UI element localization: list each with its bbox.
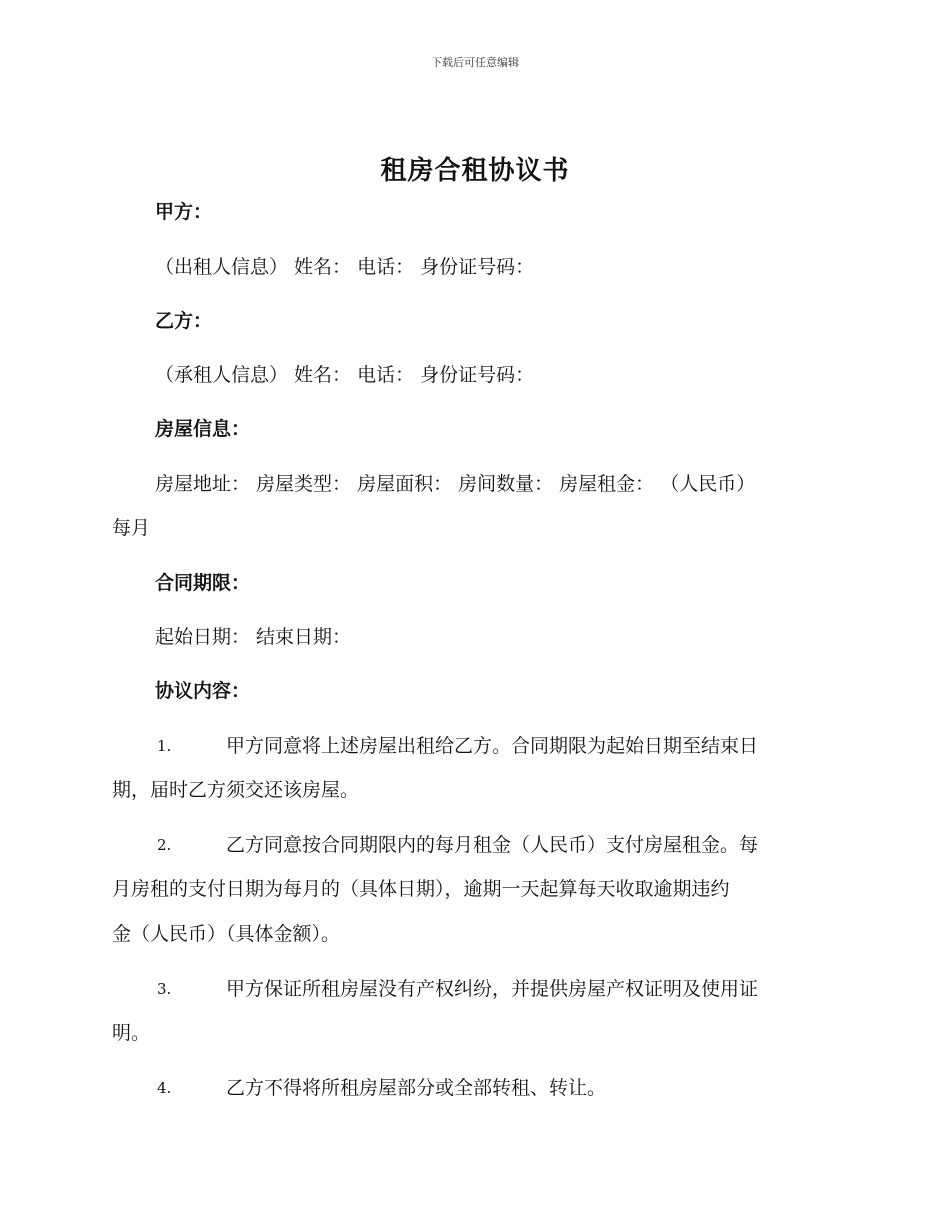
clause-number: 3.: [157, 980, 172, 998]
house-heading: 房屋信息：: [155, 418, 251, 440]
clause-number: 4.: [157, 1079, 172, 1097]
agreement-heading: 协议内容：: [155, 680, 251, 702]
clause-1-line1: 甲方同意将上述房屋出租给乙方。合同期限为起始日期至结束日: [226, 735, 759, 757]
party-b-info: （承租人信息） 姓名： 电话： 身份证号码：: [155, 364, 535, 386]
clause-4-line1: 乙方不得将所租房屋部分或全部转租、转让。: [226, 1077, 607, 1099]
clause-2-line1: 乙方同意按合同期限内的每月租金（人民币）支付房屋租金。每: [226, 834, 759, 856]
document-title: 租房合租协议书: [380, 156, 570, 186]
house-info-line1: 房屋地址： 房屋类型： 房屋面积： 房间数量： 房屋租金： （人民币）: [155, 473, 756, 495]
clause-number: 2.: [157, 836, 172, 854]
party-a-info: （出租人信息） 姓名： 电话： 身份证号码：: [155, 256, 535, 278]
term-info: 起始日期： 结束日期：: [155, 626, 352, 648]
clause-number: 1.: [157, 737, 172, 755]
clause-3-line2: 明。: [112, 1022, 151, 1044]
party-b-heading: 乙方：: [155, 310, 213, 332]
house-info-line2: 每月: [112, 517, 151, 539]
clause-3-line1: 甲方保证所租房屋没有产权纠纷，并提供房屋产权证明及使用证: [226, 978, 759, 1000]
clause-2-line2: 月房租的支付日期为每月的（具体日期），逾期一天起算每天收取逾期违约: [112, 878, 730, 900]
clause-1-line2: 期，届时乙方须交还该房屋。: [112, 779, 360, 801]
page-header-note: 下载后可任意编辑: [431, 56, 519, 69]
clause-2-line3: 金（人民币）（具体金额）。: [112, 923, 341, 945]
term-heading: 合同期限：: [155, 572, 251, 594]
party-a-heading: 甲方：: [155, 201, 213, 223]
